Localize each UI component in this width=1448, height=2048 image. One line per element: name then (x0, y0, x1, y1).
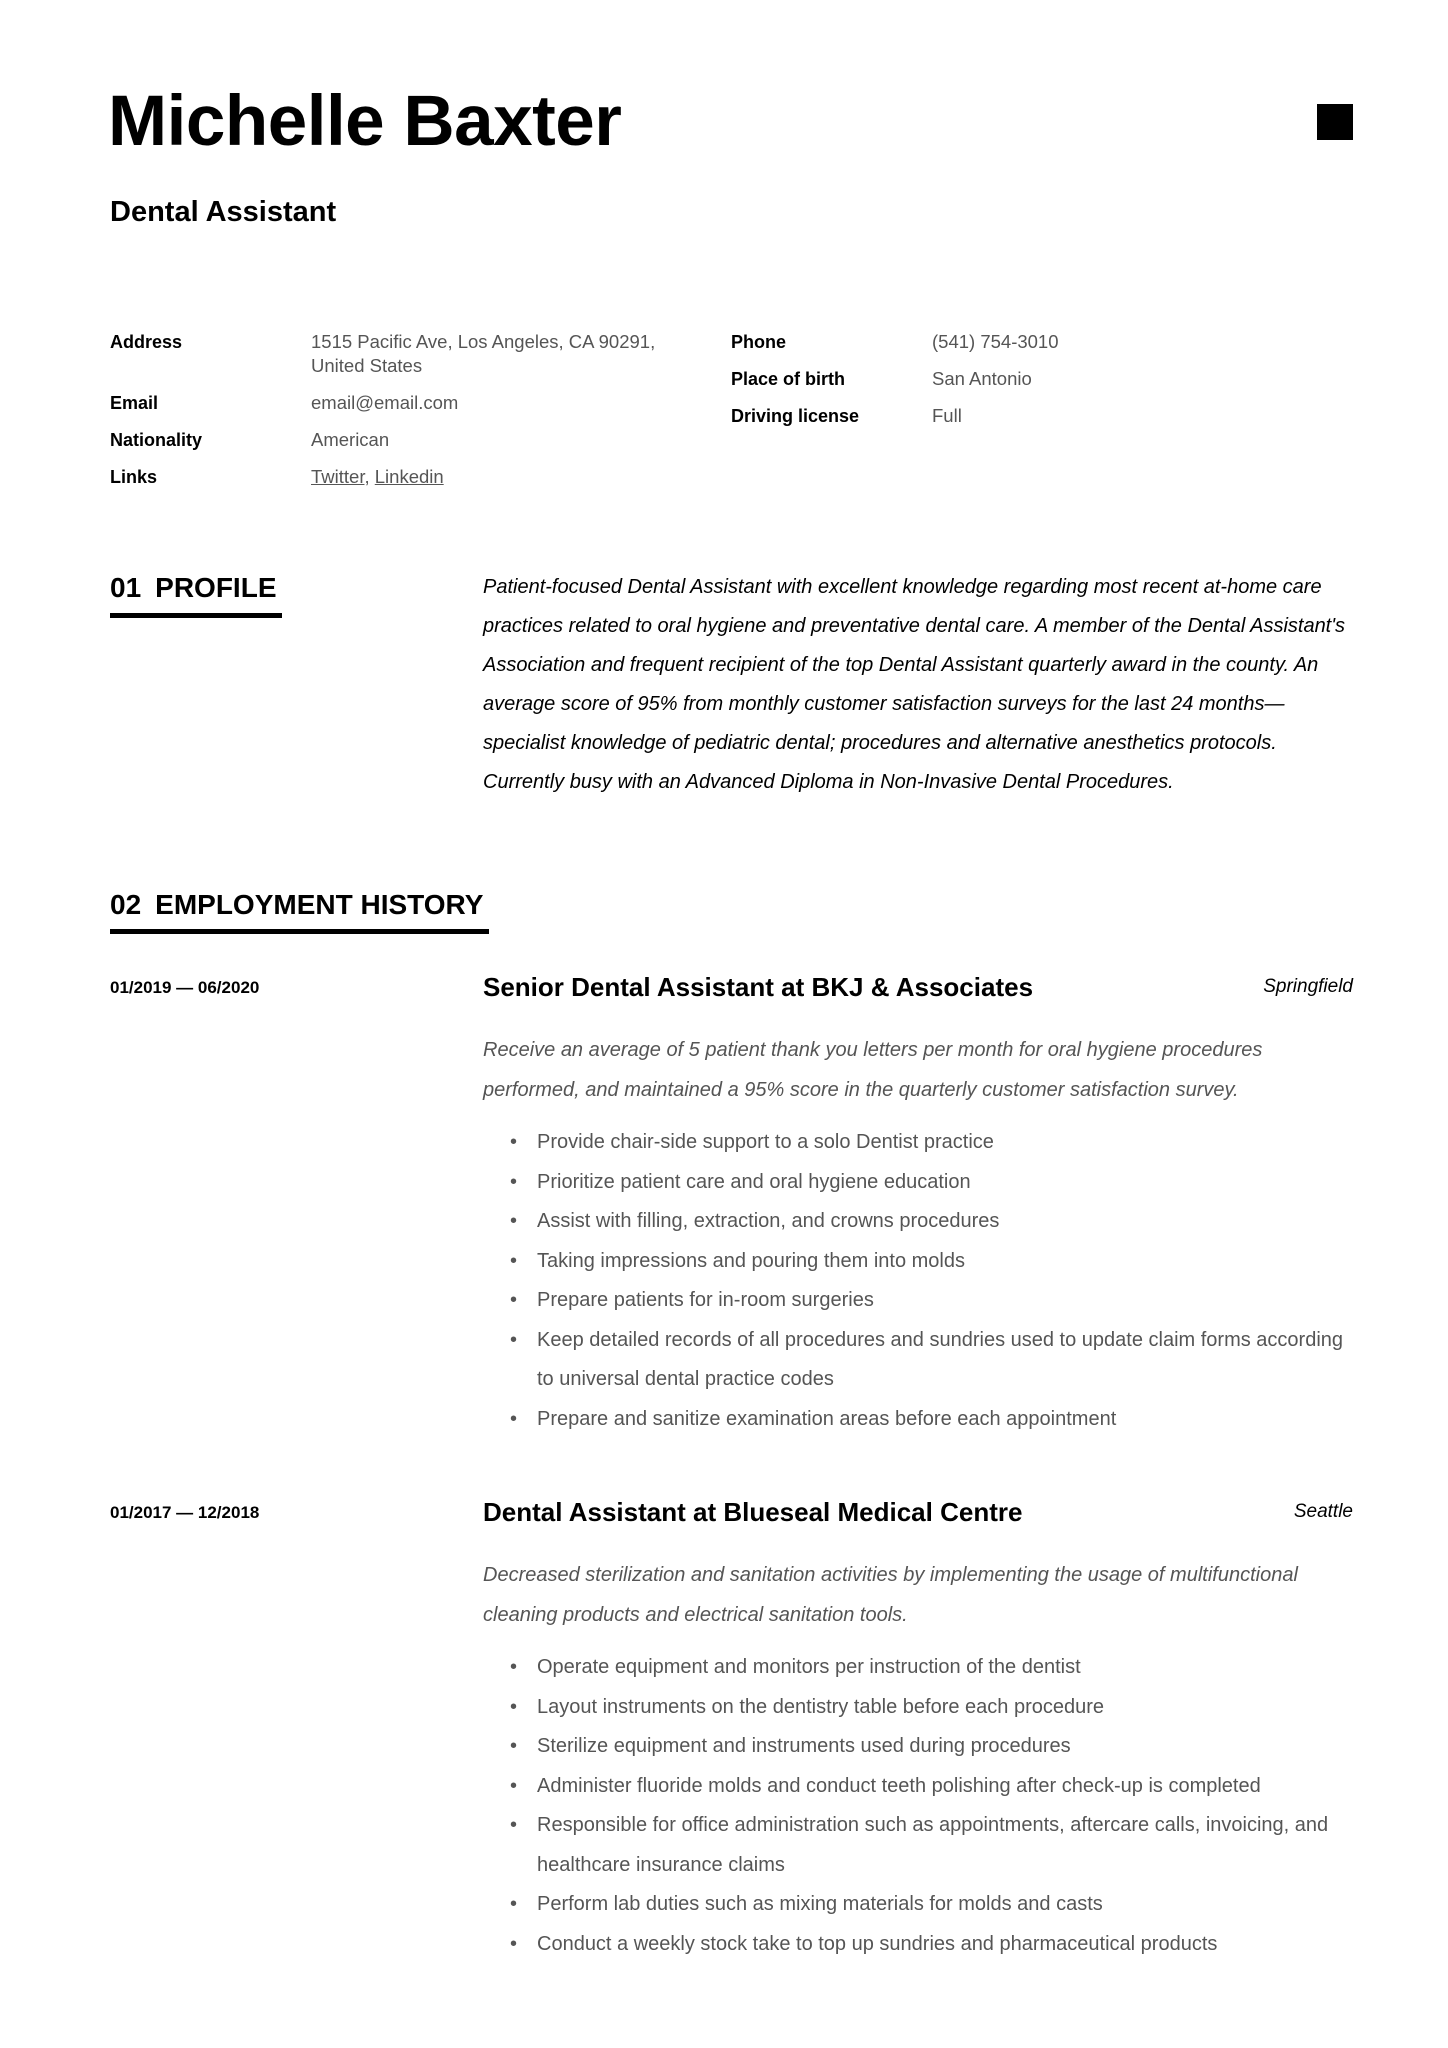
duty-text: Prioritize patient care and oral hygiene education (537, 1170, 971, 1193)
job-location: Springfield (1263, 976, 1353, 997)
list-item (483, 1925, 1353, 1965)
links-value (311, 465, 444, 489)
bullet-icon: • (510, 1170, 518, 1193)
job-dates: 01/2017 — 12/2018 (110, 1503, 260, 1522)
twitter-link[interactable]: Twitter (311, 466, 365, 487)
driving-license-label: Driving license (731, 406, 860, 426)
list-item (483, 1202, 1353, 1242)
list-item (483, 1242, 1353, 1282)
employment-underline (110, 929, 489, 934)
list-item (483, 1123, 1353, 1163)
job-location: Seattle (1293, 1501, 1353, 1522)
job-title-heading: Dental Assistant (110, 196, 337, 228)
bullet-icon: • (510, 1932, 518, 1955)
nationality-value: American (311, 429, 390, 450)
list-item (483, 1727, 1353, 1767)
profile-summary: Patient-focused Dental Assistant with excellent knowledge regarding most recent at-home care practices related to oral hygiene and preventative dental care. A member of the Dental Assistant's Association and frequent recipient of the top Dental Assistant quarterly award in the county. An average score of 95% from monthly customer satisfaction surveys for the last 24 months—specialist knowledge of pediatric dental; procedures and alternative anesthetics protocols. Currently busy with an Advanced Diploma in Non-Invasive Dental Procedures. (483, 576, 1346, 793)
duty-text: Taking impressions and pouring them into molds (537, 1249, 965, 1272)
bullet-icon: • (510, 1656, 518, 1678)
address-label: Address (110, 332, 183, 352)
bullet-icon: • (510, 1210, 518, 1232)
bullet-icon: • (510, 1328, 518, 1351)
place-of-birth-label: Place of birth (731, 369, 846, 389)
bullet-icon: • (510, 1814, 518, 1836)
job-position: Dental Assistant at Blueseal Medical Centre (483, 1497, 1023, 1527)
candidate-name: Michelle Baxter (108, 82, 622, 161)
bullet-icon: • (510, 1774, 518, 1797)
section-number: 02 (110, 889, 142, 920)
job-description: Receive an average of 5 patient thank you letters per month for oral hygiene procedures performed, and maintained a 95% score in the quarterly customer satisfaction survey. (483, 1039, 1263, 1101)
phone-value: (541) 754-3010 (932, 331, 1059, 352)
section-number: 01 (110, 572, 142, 603)
bullet-icon: • (510, 1407, 518, 1430)
duty-text: Administer fluoride molds and conduct teeth polishing after check-up is completed (537, 1774, 1261, 1797)
bullet-icon: • (510, 1131, 518, 1153)
place-of-birth-value: San Antonio (932, 368, 1032, 389)
profile-heading (110, 572, 277, 604)
employment-heading (110, 889, 483, 921)
job-description: Decreased sterilization and sanitation activities by implementing the usage of multifunctional cleaning products and electrical sanitation tools. (483, 1564, 1298, 1626)
email-value: email@email.com (311, 392, 459, 413)
bullet-icon: • (510, 1735, 518, 1757)
duty-text: Assist with filling, extraction, and crowns procedures (537, 1210, 1000, 1232)
email-label: Email (110, 393, 159, 413)
duty-text: Prepare patients for in-room surgeries (537, 1289, 874, 1311)
duty-text: Prepare and sanitize examination areas before each appointment (537, 1407, 1117, 1430)
bullet-icon: • (510, 1695, 518, 1718)
duty-text: Provide chair-side support to a solo Dentist practice (537, 1131, 994, 1153)
list-item (483, 1648, 1353, 1688)
nationality-label: Nationality (110, 430, 203, 450)
decorative-square-icon (1317, 104, 1353, 140)
address-value: 1515 Pacific Ave, Los Angeles, CA 90291, United States (311, 331, 656, 376)
bullet-icon: • (510, 1249, 518, 1272)
list-item (483, 1885, 1353, 1925)
section-title: EMPLOYMENT HISTORY (155, 889, 484, 920)
duty-text: Operate equipment and monitors per instruction of the dentist (537, 1656, 1081, 1678)
list-item (483, 1806, 1353, 1885)
duty-text: Layout instruments on the dentistry table before each procedure (537, 1695, 1105, 1718)
links-separator: , (364, 466, 375, 487)
list-item (483, 1163, 1353, 1203)
job-dates: 01/2019 — 06/2020 (110, 978, 260, 997)
job-duties-list (483, 1648, 1353, 1964)
links-label: Links (110, 467, 158, 487)
list-item (483, 1321, 1353, 1400)
job-duties-list (483, 1123, 1353, 1439)
linkedin-link[interactable]: Linkedin (374, 466, 444, 487)
duty-text: Keep detailed records of all procedures and sundries used to update claim forms according to universal dental practice codes (537, 1328, 1344, 1390)
duty-text: Conduct a weekly stock take to top up sundries and pharmaceutical products (537, 1932, 1218, 1955)
duty-text: Responsible for office administration such as appointments, aftercare calls, invoicing, and healthcare insurance claims (537, 1814, 1329, 1876)
job-position: Senior Dental Assistant at BKJ & Associates (483, 972, 1034, 1002)
list-item (483, 1767, 1353, 1807)
driving-license-value: Full (932, 405, 962, 426)
section-title: PROFILE (155, 572, 277, 603)
bullet-icon: • (510, 1893, 518, 1915)
list-item (483, 1281, 1353, 1321)
phone-label: Phone (731, 332, 787, 352)
list-item (483, 1688, 1353, 1728)
duty-text: Sterilize equipment and instruments used during procedures (537, 1735, 1071, 1757)
list-item (483, 1400, 1353, 1440)
duty-text: Perform lab duties such as mixing materials for molds and casts (537, 1893, 1103, 1915)
bullet-icon: • (510, 1289, 518, 1311)
profile-underline (110, 613, 282, 618)
